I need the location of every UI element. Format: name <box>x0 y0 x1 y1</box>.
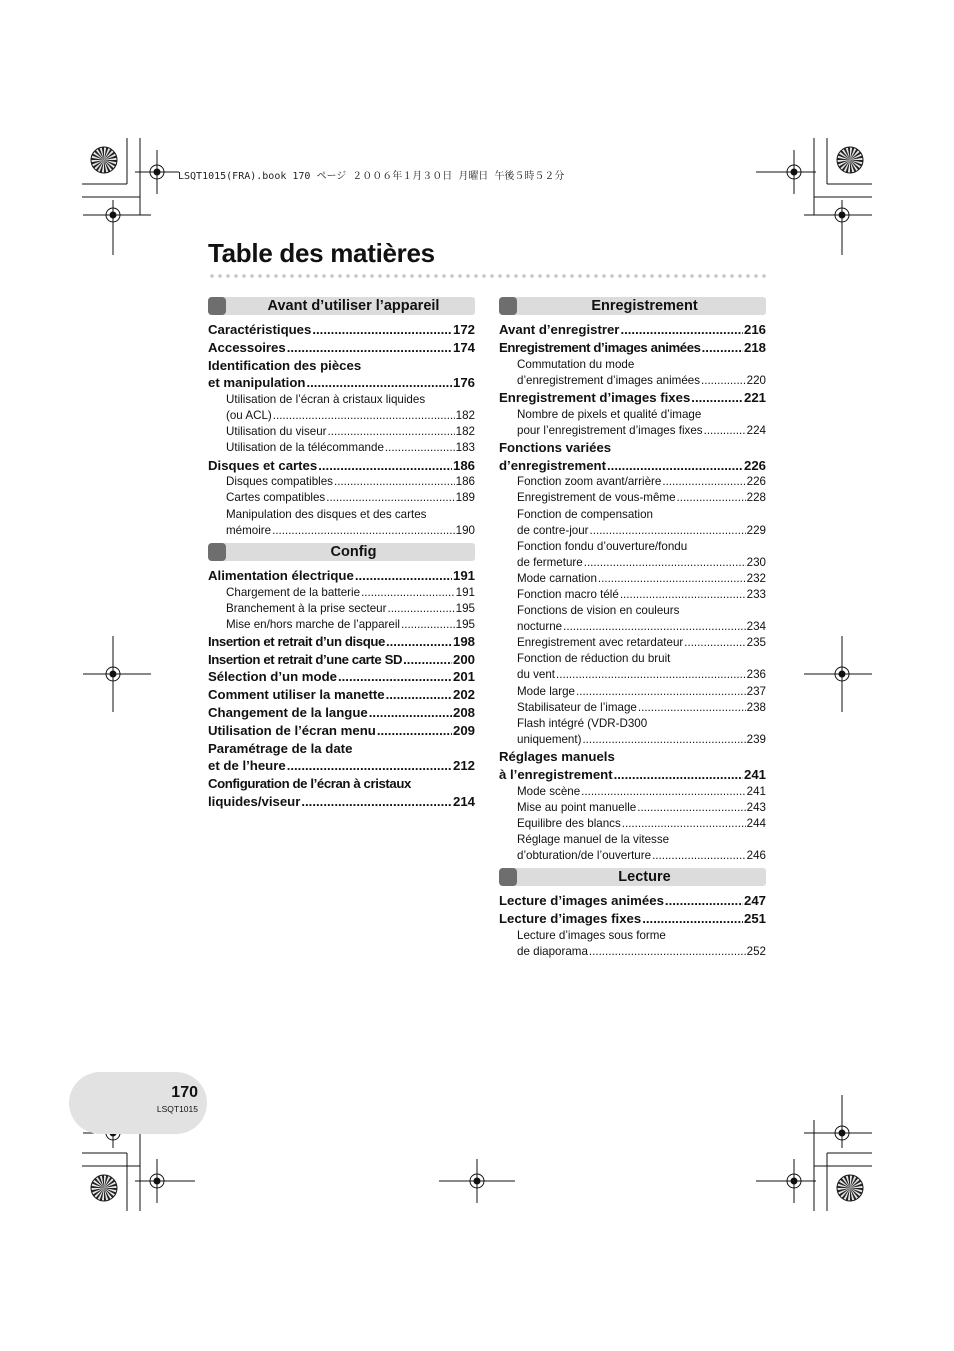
dot-leader <box>377 722 452 740</box>
toc-entry <box>208 633 475 651</box>
toc-subentry <box>499 832 766 848</box>
toc-subentry <box>208 523 475 539</box>
dot-leader <box>677 490 746 506</box>
entry-page-number: 201 <box>452 669 475 685</box>
toc-subentry <box>499 603 766 619</box>
dot-leader <box>386 633 452 651</box>
entry-title: Utilisation du viseur <box>226 425 327 439</box>
entry-title: Utilisation de la télécommande <box>226 441 384 455</box>
dot-leader <box>361 585 455 601</box>
entry-page-number: 182 <box>455 425 475 439</box>
entry-title: et de l’heure <box>208 758 286 774</box>
toc-subentry <box>499 716 766 732</box>
toc-subentry <box>499 635 766 651</box>
entry-page-number: 198 <box>452 633 475 649</box>
entry-title: Utilisation de l’écran menu <box>208 722 376 738</box>
entry-page-number: 209 <box>452 722 475 738</box>
toc-entry <box>499 766 766 784</box>
dot-leader <box>272 523 455 539</box>
section-header <box>208 297 475 315</box>
entry-title: Enregistrement de vous-même <box>517 491 676 505</box>
registration-starburst-icon <box>837 1175 863 1201</box>
dot-leader <box>387 601 454 617</box>
entry-page-number: 251 <box>743 910 766 926</box>
entry-title: Manipulation des disques et des cartes <box>226 507 427 521</box>
section-header <box>499 868 766 886</box>
entry-title: Mode scène <box>517 784 581 798</box>
dot-leader <box>642 910 743 928</box>
entry-title: Configuration de l’écran à cristaux <box>208 776 411 792</box>
registration-starburst-icon <box>91 147 117 173</box>
entry-title: Alimentation électrique <box>208 567 354 583</box>
toc-right-column <box>499 297 766 960</box>
entry-page-number: 214 <box>452 793 475 809</box>
toc-subentry <box>499 944 766 960</box>
entry-title: nocturne <box>517 620 563 634</box>
entry-title: Branchement à la prise secteur <box>226 601 387 615</box>
toc-subentry <box>208 601 475 617</box>
section-marker-icon <box>208 297 226 315</box>
toc-subentry <box>499 490 766 506</box>
registration-starburst-icon <box>837 147 863 173</box>
toc-subentry <box>499 539 766 555</box>
entry-title: Comment utiliser la manette <box>208 687 385 703</box>
entry-title: de diaporama <box>517 944 588 958</box>
entry-title: Stabilisateur de l’image <box>517 700 637 714</box>
entry-title: Avant d’enregistrer <box>499 322 620 337</box>
entry-page-number: 195 <box>455 601 475 615</box>
dot-leader <box>563 619 746 635</box>
entry-page-number: 216 <box>743 322 766 337</box>
entry-title: Fonction de réduction du bruit <box>517 652 671 666</box>
entry-page-number: 241 <box>746 784 766 798</box>
entry-title: du vent <box>517 668 556 682</box>
entry-title: Fonction zoom avant/arrière <box>517 475 662 489</box>
dot-leader <box>385 440 455 456</box>
entry-title: liquides/viseur <box>208 793 301 809</box>
page-title: Table des matières <box>208 238 435 268</box>
entry-title: à l’enregistrement <box>499 766 613 782</box>
toc-subentry <box>499 507 766 523</box>
toc-entry <box>499 457 766 475</box>
toc-entry <box>208 740 475 758</box>
entry-page-number: 176 <box>452 375 475 391</box>
entry-page-number: 226 <box>746 475 766 489</box>
entry-page-number: 182 <box>455 409 475 423</box>
entry-title: Enregistrement d’images animées <box>499 339 701 355</box>
toc-subentry <box>208 474 475 490</box>
entry-title: Fonctions de vision en couleurs <box>517 604 680 618</box>
toc-subentry <box>208 585 475 601</box>
entry-title: Accessoires <box>208 339 286 355</box>
entry-title: Nombre de pixels et qualité d’image <box>517 407 702 421</box>
entry-title: Réglage manuel de la vitesse <box>517 832 670 846</box>
toc-entry <box>499 439 766 457</box>
entry-page-number: 252 <box>746 944 766 958</box>
toc-subentry <box>208 424 475 440</box>
entry-page-number: 189 <box>455 491 475 505</box>
toc-subentry <box>208 440 475 456</box>
entry-title: Enregistrement d’images fixes <box>499 389 691 405</box>
entry-page-number: 186 <box>455 475 475 489</box>
toc-entry <box>208 339 475 357</box>
section-header <box>499 297 766 315</box>
entry-page-number: 183 <box>455 441 475 455</box>
dot-leader <box>312 321 452 339</box>
toc-subentry <box>499 816 766 832</box>
section-header <box>208 543 475 561</box>
dot-leader <box>355 567 452 585</box>
entry-title: Sélection d’un mode <box>208 669 337 685</box>
dot-leader <box>581 784 745 800</box>
dot-leader <box>702 339 743 357</box>
entry-title: Mise en/hors marche de l’appareil <box>226 617 400 631</box>
entry-title: d’enregistrement d’images animées <box>517 373 701 387</box>
page-number-tab <box>69 1072 207 1134</box>
entry-title: Fonction macro télé <box>517 588 619 602</box>
dot-leader <box>620 587 746 603</box>
entry-title: Enregistrement avec retardateur <box>517 636 684 650</box>
toc-entry <box>208 686 475 704</box>
toc-subentry <box>499 848 766 864</box>
toc-entry <box>499 321 766 339</box>
entry-page-number: 247 <box>743 893 766 909</box>
toc-entry <box>208 775 475 793</box>
toc-left-column <box>208 297 475 811</box>
entry-title: Commutation du mode <box>517 357 635 371</box>
dot-leader <box>614 766 743 784</box>
dot-leader <box>403 651 452 669</box>
entry-page-number: 200 <box>452 651 475 667</box>
toc-subentry <box>499 619 766 635</box>
toc-subentry <box>499 523 766 539</box>
toc-subentry <box>499 474 766 490</box>
entry-title: Réglages manuels <box>499 748 615 764</box>
title-dotted-rule <box>208 273 768 279</box>
entry-page-number: 208 <box>452 705 475 720</box>
entry-title: Cartes compatibles <box>226 491 326 505</box>
entry-page-number: 244 <box>746 816 766 830</box>
toc-subentry <box>499 373 766 389</box>
entry-title: Fonction fondu d’ouverture/fondu <box>517 539 688 553</box>
entry-page-number: 238 <box>746 700 766 714</box>
print-header-line: LSQT1015(FRA).book 170 ページ ２００６年１月３０日 月曜日 午後５時５２分 <box>178 171 565 182</box>
toc-subentry <box>208 392 475 408</box>
toc-subentry <box>208 490 475 506</box>
entry-page-number: 229 <box>746 523 766 537</box>
toc-entry <box>208 321 475 339</box>
entry-page-number: 174 <box>452 339 475 355</box>
entry-title: Flash intégré (VDR-D300 <box>517 716 648 730</box>
toc-entry <box>208 722 475 740</box>
dot-leader <box>638 700 746 716</box>
section-title: Enregistrement <box>591 298 698 314</box>
toc-subentry <box>499 587 766 603</box>
entry-page-number: 218 <box>743 339 766 355</box>
toc-subentry <box>499 784 766 800</box>
entry-title: d’enregistrement <box>499 457 606 473</box>
entry-title: Disques et cartes <box>208 457 318 473</box>
entry-title: (ou ACL) <box>226 409 272 423</box>
dot-leader <box>652 848 746 864</box>
toc-subentry <box>499 407 766 423</box>
entry-title: Insertion et retrait d’une carte SD <box>208 651 403 667</box>
entry-title: Chargement de la batterie <box>226 585 361 599</box>
page-number: 170 <box>171 1084 198 1101</box>
entry-page-number: 226 <box>743 457 766 473</box>
toc-subentry <box>499 700 766 716</box>
dot-leader <box>598 571 746 587</box>
entry-title: Lecture d’images sous forme <box>517 928 666 942</box>
dot-leader <box>328 424 455 440</box>
dot-leader <box>576 684 746 700</box>
toc-subentry <box>499 800 766 816</box>
toc-entry <box>208 757 475 775</box>
entry-page-number: 230 <box>746 555 766 569</box>
toc-subentry <box>499 667 766 683</box>
section-marker-icon <box>208 543 226 561</box>
entry-title: Disques compatibles <box>226 475 333 489</box>
entry-page-number: 239 <box>746 732 766 746</box>
entry-page-number: 232 <box>746 571 766 585</box>
toc-entry <box>208 457 475 475</box>
toc-entry <box>208 668 475 686</box>
entry-page-number: 234 <box>746 620 766 634</box>
entry-page-number: 221 <box>743 389 766 405</box>
entry-title: Mode carnation <box>517 571 597 585</box>
dot-leader <box>338 668 452 686</box>
section-marker-icon <box>499 297 517 315</box>
section-marker-icon <box>499 868 517 886</box>
entry-title: de fermeture <box>517 555 583 569</box>
entry-title: mémoire <box>226 523 272 537</box>
toc-entry <box>208 704 475 722</box>
dot-leader <box>301 793 452 811</box>
entry-page-number: 246 <box>746 848 766 862</box>
toc-entry <box>208 793 475 811</box>
dot-leader <box>590 523 746 539</box>
entry-page-number: 228 <box>746 491 766 505</box>
entry-page-number: 186 <box>452 457 475 473</box>
entry-page-number: 237 <box>746 684 766 698</box>
toc-entry <box>208 651 475 669</box>
entry-page-number: 233 <box>746 588 766 602</box>
entry-title: Fonction de compensation <box>517 507 653 521</box>
entry-title: Mise au point manuelle <box>517 800 637 814</box>
entry-title: Insertion et retrait d’un disque <box>208 633 385 649</box>
entry-page-number: 212 <box>452 758 475 774</box>
entry-page-number: 191 <box>455 585 475 599</box>
dot-leader <box>273 408 455 424</box>
dot-leader <box>287 757 452 775</box>
entry-title: Lecture d’images animées <box>499 893 664 909</box>
toc-entry <box>499 748 766 766</box>
dot-leader <box>318 457 452 475</box>
entry-title: Utilisation de l’écran à cristaux liquides <box>226 393 426 407</box>
dot-leader <box>589 944 746 960</box>
toc-subentry <box>208 507 475 523</box>
toc-entry <box>499 910 766 928</box>
dot-leader <box>701 373 746 389</box>
dot-leader <box>662 474 745 490</box>
entry-title: Fonctions variées <box>499 439 612 455</box>
dot-leader <box>584 555 746 571</box>
entry-page-number: 220 <box>746 373 766 387</box>
toc-subentry <box>499 357 766 373</box>
entry-page-number: 172 <box>452 322 475 337</box>
registration-starburst-icon <box>91 1175 117 1201</box>
toc-subentry <box>499 928 766 944</box>
entry-page-number: 241 <box>743 766 766 782</box>
toc-entry <box>499 892 766 910</box>
dot-leader <box>306 374 452 392</box>
dot-leader <box>620 321 743 339</box>
entry-title: pour l’enregistrement d’images fixes <box>517 423 703 437</box>
entry-page-number: 190 <box>455 523 475 537</box>
entry-title: Paramétrage de la date <box>208 740 353 756</box>
dot-leader <box>287 339 452 357</box>
entry-page-number: 191 <box>452 567 475 583</box>
dot-leader <box>582 732 745 748</box>
toc-entry <box>208 357 475 375</box>
toc-subentry <box>499 423 766 439</box>
dot-leader <box>334 474 455 490</box>
entry-page-number: 195 <box>455 617 475 631</box>
entry-title: uniquement) <box>517 732 582 746</box>
dot-leader <box>369 704 452 722</box>
dot-leader <box>556 667 746 683</box>
entry-page-number: 236 <box>746 668 766 682</box>
entry-title: Identification des pièces <box>208 357 362 373</box>
toc-entry <box>208 374 475 392</box>
entry-title: Equilibre des blancs <box>517 816 621 830</box>
dot-leader <box>684 635 745 651</box>
section-title: Avant d’utiliser l’appareil <box>267 298 440 314</box>
dot-leader <box>326 490 454 506</box>
section-title: Lecture <box>618 869 671 886</box>
toc-entry <box>499 389 766 407</box>
entry-page-number: 235 <box>746 636 766 650</box>
toc-subentry <box>208 617 475 633</box>
toc-subentry <box>499 684 766 700</box>
entry-title: Mode large <box>517 684 576 698</box>
section-title: Config <box>330 543 377 560</box>
toc-subentry <box>208 408 475 424</box>
entry-title: Lecture d’images fixes <box>499 910 642 926</box>
dot-leader <box>386 686 452 704</box>
dot-leader <box>401 617 455 633</box>
entry-title: d’obturation/de l’ouverture <box>517 848 652 862</box>
document-code: LSQT1015 <box>156 1104 198 1114</box>
entry-title: de contre-jour <box>517 523 589 537</box>
toc-subentry <box>499 651 766 667</box>
entry-page-number: 202 <box>452 687 475 703</box>
toc-subentry <box>499 732 766 748</box>
dot-leader <box>607 457 743 475</box>
dot-leader <box>665 892 743 910</box>
toc-entry <box>499 339 766 357</box>
entry-title: Caractéristiques <box>208 322 312 337</box>
toc-subentry <box>499 555 766 571</box>
entry-title: Changement de la langue <box>208 705 368 720</box>
dot-leader <box>622 816 746 832</box>
toc-entry <box>208 567 475 585</box>
entry-page-number: 224 <box>746 423 766 437</box>
entry-title: et manipulation <box>208 375 306 391</box>
dot-leader <box>704 423 746 439</box>
dot-leader <box>637 800 745 816</box>
dot-leader <box>691 389 743 407</box>
entry-page-number: 243 <box>746 800 766 814</box>
toc-subentry <box>499 571 766 587</box>
